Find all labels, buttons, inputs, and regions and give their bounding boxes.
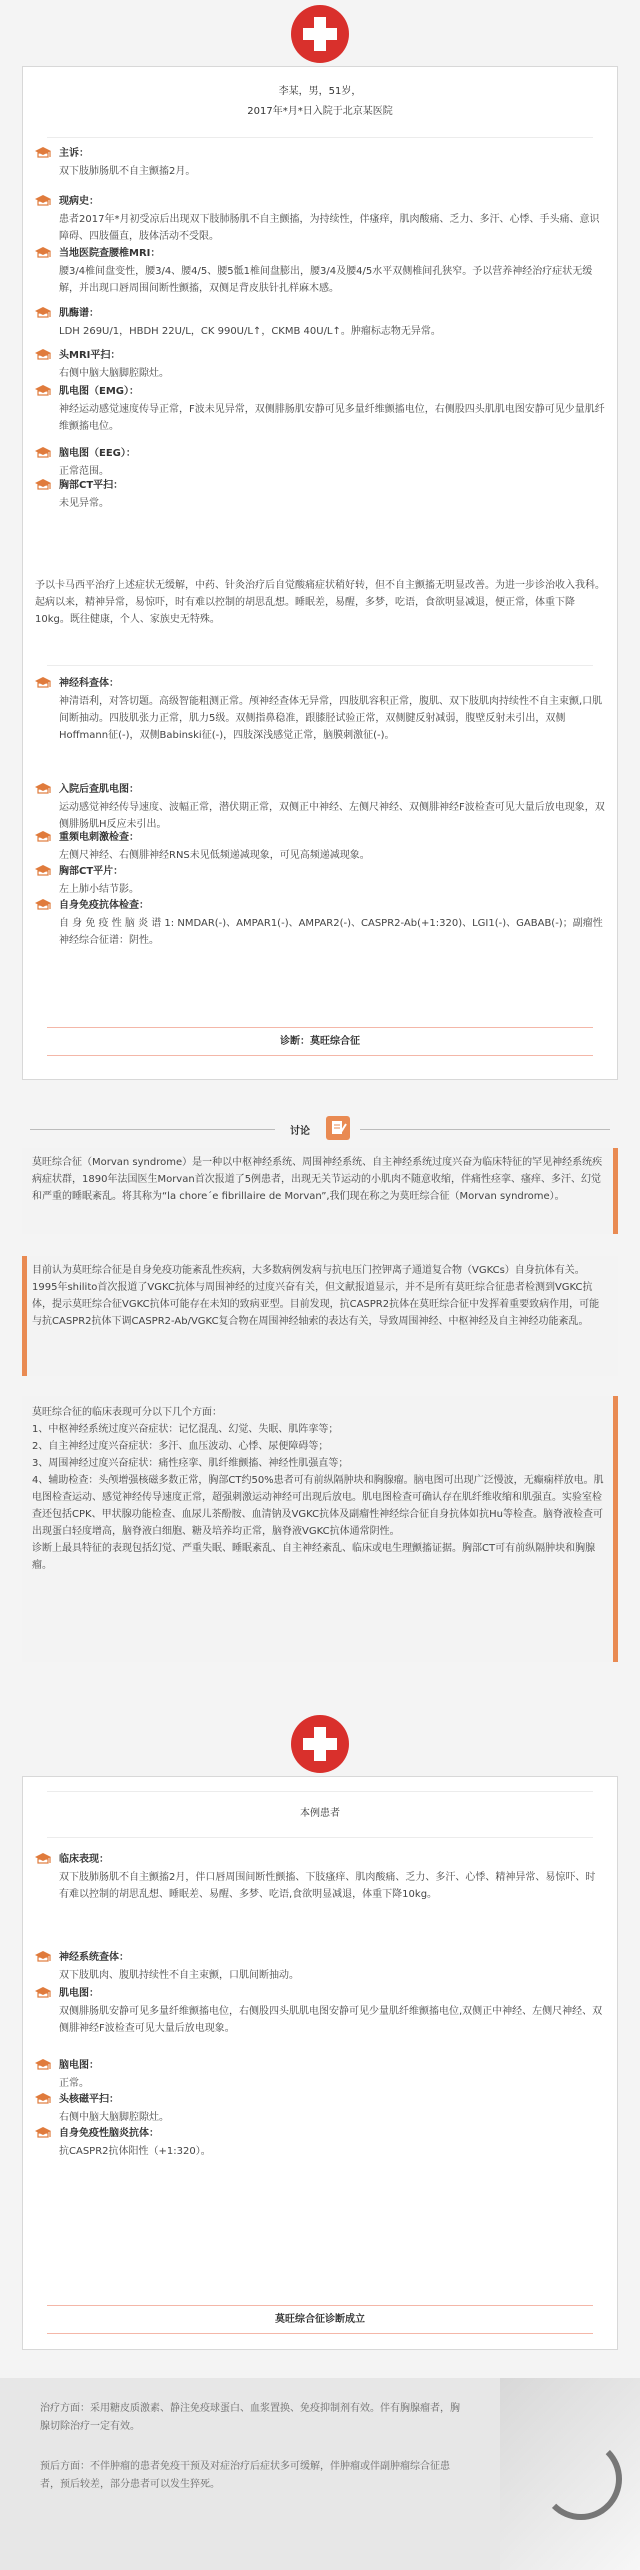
graduation-cap-icon <box>35 899 51 911</box>
admit-info: 2017年*月*日入院于北京某医院 <box>247 106 393 117</box>
section-body: 正常范围。 <box>59 466 109 477</box>
section-heading: 自身免疫抗体检查： <box>59 900 149 911</box>
discussion-side-bar <box>613 1396 618 1662</box>
section-body: 双下肢肌肉、腹肌持续性不自主束颤，口肌间断抽动。 <box>59 1970 299 1981</box>
red-cross-icon <box>291 1715 349 1773</box>
section-heading: 自身免疫性脑炎抗体： <box>59 2128 159 2139</box>
section-heading: 脑电图： <box>59 2060 99 2071</box>
section-heading: 肌电图（EMG）： <box>59 386 139 397</box>
graduation-cap-icon <box>35 385 51 397</box>
graduation-cap-icon <box>35 479 51 491</box>
discussion-label: 讨论 <box>290 1126 310 1137</box>
treatment-text: 治疗方面：采用糖皮质激素、静注免疫球蛋白、血浆置换、免疫抑制剂有效。伴有胸腺瘤者，胸腺切除治疗一定有效。 <box>40 2403 460 2432</box>
discussion-side-bar <box>22 1256 27 1376</box>
prognosis-text: 预后方面：不伴肿瘤的患者免疫干预及对症治疗后症状多可缓解，伴肿瘤或伴副肿瘤综合征患者，预后较差，部分患者可以发生猝死。 <box>40 2461 450 2490</box>
section-body: 运动感觉神经传导速度、波幅正常，潜伏期正常，双侧正中神经、左侧尺神经、双侧腓神经F波检查可见大量后放电现象，双侧腓肠肌H反应未引出。 <box>59 802 605 830</box>
hands-image <box>500 2378 640 2570</box>
section-body: 右侧中脑大脑脚腔隙灶。 <box>59 368 169 379</box>
case-card: 李某，男，51岁， 2017年*月*日入院于北京某医院 主诉： 双下肢肺肠肌不自主颤搐2月。 现病史： 患者2017年*月初受凉后出现双下肢肺肠肌不自主颤搐，为持续性，伴瘙痒，肌肉酸痛、乏力、多汗、心悸、手头痛、意识障碍、四肢僵直，肢体活动不受限。 当地医院查腰椎MRI： 腰3/4椎间盘变性，腰3/4、腰4/5、腰5骶1椎间盘膨出，腰3/4及腰4/5水平双侧椎间孔狭窄。予以营养神经治疗症状无缓解，并出现口唇周围间断性颤搐，双侧足背皮肤针扎样麻木感。 肌酶谱： LDH 269U/1，HBDH 22U/L，CK 990U/L↑，CKMB 40U/L↑。肿瘤标志物无异常。 头MRI平扫： 右侧中脑大脑脚腔隙灶。 肌电图（EMG）： 神经运动感觉速度传导正常，F波未见异常，双侧腓肠肌安静可见多量纤维颤搐电位，右侧股四头肌肌电图安静可见少量肌纤维颤搐电位。 脑电图（EEG）： 正常范围。 胸部CT平扫： 未见异常。 予以卡马西平治疗上述症状无缓解，中药、针灸治疗后自觉酸痛症状稍好转，但不自主颤搐无明显改善。为进一步诊治收入我科。起病以来，精神异常，易惊吓，时有难以控制的胡思乱想。睡眠差，易醒，多梦，吃语，食欲明显减退，便正常，体重下降10kg。既往健康，个人、家族史无特殊。 神经科查体： 神清语利，对答切题。高级智能粗测正常。颅神经查体无异常，四肢肌容积正常，腹肌、双下肢肌肉持续性不自主束颤,口肌间断抽动。四肢肌张力正常，肌力5级。双侧指鼻稳准，跟膝胫试验正常，双侧腱反射减弱，腹壁反射未引出，双侧Hoffmann征(-)，双侧Babinski征(-)，四肢深浅感觉正常，脑膜刺激征(-)。 入院后查肌电图： 运动感觉神经传导速度、波幅正常，潜伏期正常，双侧正中神经、左侧尺神经、双侧腓神经F波检查可见大量后放电现象，双侧腓肠肌H反应未引出。 重频电刺激检查： 左侧尺神经、右侧腓神经RNS未见低频递减现象，可见高频递减现象。 胸部CT平片： 左上肺小结节影。 自身免疫抗体检查： 自 身 免 疫 性 脑 炎 谱 1: NMDAR(-)、AMPAR1(-)、AMPAR2(-)、CASPR2-Ab(+1:320)、LGI1(-)、GABAB(-)；副瘤性神经综合征谱：阴性。 诊断：莫旺综合征 <box>22 66 618 1080</box>
divider <box>47 137 593 138</box>
graduation-cap-icon <box>35 677 51 689</box>
section-body: LDH 269U/1，HBDH 22U/L，CK 990U/L↑，CKMB 40U/L↑。肿瘤标志物无异常。 <box>59 326 441 337</box>
section-body: 神经运动感觉速度传导正常，F波未见异常，双侧腓肠肌安静可见多量纤维颤搐电位，右侧股四头肌肌电图安静可见少量肌纤维颤搐电位。 <box>59 404 605 432</box>
section-body: 左侧尺神经、右侧腓神经RNS未见低频递减现象，可见高频递减现象。 <box>59 850 370 861</box>
discussion-line-right <box>360 1129 610 1130</box>
section-body: 右侧中脑大脑脚腔隙灶。 <box>59 2112 169 2123</box>
section-body: 未见异常。 <box>59 498 109 509</box>
section-body: 双侧腓肠肌安静可见多量纤维颤搐电位，右侧股四头肌肌电图安静可见少量肌纤维颤搐电位,双侧正中神经、左侧尺神经、双侧腓神经F波检查可见大量后放电现象。 <box>59 2006 603 2034</box>
section-heading: 重频电刺激检查： <box>59 832 139 843</box>
section-body: 神清语利，对答切题。高级智能粗测正常。颅神经查体无异常，四肢肌容积正常，腹肌、双下肢肌肉持续性不自主束颤,口肌间断抽动。四肢肌张力正常，肌力5级。双侧指鼻稳准，跟膝胫试验正常，双侧腱反射减弱，腹壁反射未引出，双侧Hoffmann征(-)，双侧Babinski征(-)，四肢深浅感觉正常，脑膜刺激征(-)。 <box>59 696 603 741</box>
graduation-cap-icon <box>35 783 51 795</box>
discussion-block-2: 目前认为莫旺综合征是自身免疫功能紊乱性疾病，大多数病例发病与抗电压门控钾离子通道复合物（VGKCs）自身抗体有关。1995年shilito首次报道了VGKC抗体与周围神经的过度兴奋有关，但文献报道显示，并不是所有莫旺综合征患者检测到VGKC抗体，提示莫旺综合征VGKC抗体可能存在未知的致病亚型。目前发现，抗CASPR2抗体在莫旺综合征中发挥着重要致病作用，可能与抗CASPR2抗体下调CASPR2-Ab/VGKC复合物在周围神经轴索的表达有关，导致周围神经、中枢神经及自主神经功能紊乱。 <box>22 1256 618 1376</box>
section-heading: 胸部CT平片： <box>59 866 124 877</box>
diagnosis-1: 诊断：莫旺综合征 <box>280 1036 360 1047</box>
graduation-cap-icon <box>35 1951 51 1963</box>
graduation-cap-icon <box>35 349 51 361</box>
section-heading: 脑电图（EEG）： <box>59 448 136 459</box>
document-icon <box>326 1116 350 1140</box>
section-body: 自 身 免 疫 性 脑 炎 谱 1: NMDAR(-)、AMPAR1(-)、AMPAR2(-)、CASPR2-Ab(+1:320)、LGI1(-)、GABAB(-)；副瘤性神经综合征谱：阴性。 <box>59 918 603 946</box>
red-cross-icon <box>291 5 349 63</box>
section-heading: 神经系统查体： <box>59 1952 129 1963</box>
section-body: 双下肢肺肠肌不自主颤搐2月。 <box>59 166 196 177</box>
section-heading: 当地医院查腰椎MRI： <box>59 248 161 259</box>
treatment-banner <box>0 2378 640 2570</box>
section-body: 患者2017年*月初受凉后出现双下肢肺肠肌不自主颤搐，为持续性，伴瘙痒，肌肉酸痛、乏力、多汗、心悸、手头痛、意识障碍、四肢僵直，肢体活动不受限。 <box>59 214 600 242</box>
graduation-cap-icon <box>35 865 51 877</box>
section-body: 双下肢肺肠肌不自主颤搐2月，伴口唇周围间断性颤搐、下肢瘙痒、肌肉酸痛、乏力、多汗、心悸、精神异常、易惊吓、时有难以控制的胡思乱想、睡眠差、易醒、多梦、吃语,食欲明显减退，体重下降10kg。 <box>59 1872 596 1900</box>
section-heading: 神经科查体： <box>59 678 119 689</box>
section-heading: 肌酶谱： <box>59 308 99 319</box>
discussion-block-3: 莫旺综合征的临床表现可分以下几个方面： 1、中枢神经系统过度兴奋症状：记忆混乱、幻觉、失眠、肌阵挛等； 2、自主神经过度兴奋症状：多汗、血压波动、心悸、尿便障碍等； 3、周围神经过度兴奋症状：痛性痉挛、肌纤维颤搐、神经性肌强直等； 4、辅助检查：头颅增强核磁多数正常，胸部CT约50%患者可有前纵隔肿块和胸腺瘤。脑电图可出现广泛慢波，无癫痫样放电。肌电图检查运动、感觉神经传导速度正常，超强刺激运动神经可出现后放电。肌电图检查可确认存在肌纤维收缩和肌强直。实验室检查还包括CPK、甲状腺功能检查、血尿儿茶酚胺、血清钠及VGKC抗体及副瘤性神经综合征自身抗体如抗Hu等检查。脑脊液检查可出现蛋白轻度增高，脑脊液白细胞、糖及培养均正常，脑脊液VGKC抗体通常阴性。 诊断上最具特征的表现包括幻觉、严重失眠、睡眠紊乱、自主神经紊乱、临床或电生理颤搐证据。胸部CT可有前纵隔肿块和胸腺瘤。 <box>22 1396 618 1662</box>
graduation-cap-icon <box>35 831 51 843</box>
section-heading: 头核磁平扫： <box>59 2094 119 2105</box>
section-heading: 头MRI平扫： <box>59 350 121 361</box>
diagnosis-line <box>47 2333 593 2334</box>
graduation-cap-icon <box>35 195 51 207</box>
section-body: 腰3/4椎间盘变性，腰3/4、腰4/5、腰5骶1椎间盘膨出，腰3/4及腰4/5水平双侧椎间孔狭窄。予以营养神经治疗症状无缓解，并出现口唇周围间断性颤搐，双侧足背皮肤针扎样麻木感。 <box>59 266 593 294</box>
discussion-block-1: 莫旺综合征（Morvan syndrome）是一种以中枢神经系统、周围神经系统、自主神经系统过度兴奋为临床特征的罕见神经系统疾病症状群，1890年法国医生Morvan首次报道了5例患者，出现无关节运动的小肌肉不随意收缩，伴痛性痉挛、瘙痒、多汗、幻觉和严重的睡眠紊乱。将其称为“la chore´e fibrillaire de Morvan”,我们现在称之为莫旺综合征（Morvan syndrome）。 <box>22 1148 618 1234</box>
graduation-cap-icon <box>35 307 51 319</box>
graduation-cap-icon <box>35 147 51 159</box>
graduation-cap-icon <box>35 447 51 459</box>
section-body: 抗CASPR2抗体阳性（+1:320）。 <box>59 2146 211 2157</box>
section-body: 正常。 <box>59 2078 89 2089</box>
graduation-cap-icon <box>35 1987 51 1999</box>
discussion-header <box>0 1116 640 1142</box>
section-heading: 临床表现： <box>59 1854 109 1865</box>
diagnosis-line <box>47 1027 593 1028</box>
discussion-line-left <box>30 1129 275 1130</box>
divider <box>47 1791 593 1792</box>
section-heading: 现病史： <box>59 196 99 207</box>
diagnosis-line <box>47 2305 593 2306</box>
section-heading: 主诉： <box>59 148 89 159</box>
stethoscope-icon <box>540 2438 622 2520</box>
discussion-side-bar <box>613 1148 618 1234</box>
patient-info: 李某，男，51岁， <box>278 86 362 97</box>
divider <box>47 1837 593 1838</box>
graduation-cap-icon <box>35 2127 51 2139</box>
section-heading: 胸部CT平扫： <box>59 480 124 491</box>
section-heading: 肌电图： <box>59 1988 99 1999</box>
graduation-cap-icon <box>35 2093 51 2105</box>
section-heading: 入院后查肌电图： <box>59 784 139 795</box>
diagnosis-line <box>47 1055 593 1056</box>
case-summary-card <box>22 1776 618 2350</box>
divider <box>47 665 593 666</box>
graduation-cap-icon <box>35 1853 51 1865</box>
case-title: 本例患者 <box>300 1808 340 1819</box>
graduation-cap-icon <box>35 247 51 259</box>
graduation-cap-icon <box>35 2059 51 2071</box>
section-body: 左上肺小结节影。 <box>59 884 139 895</box>
diagnosis-2: 莫旺综合征诊断成立 <box>275 2314 365 2325</box>
